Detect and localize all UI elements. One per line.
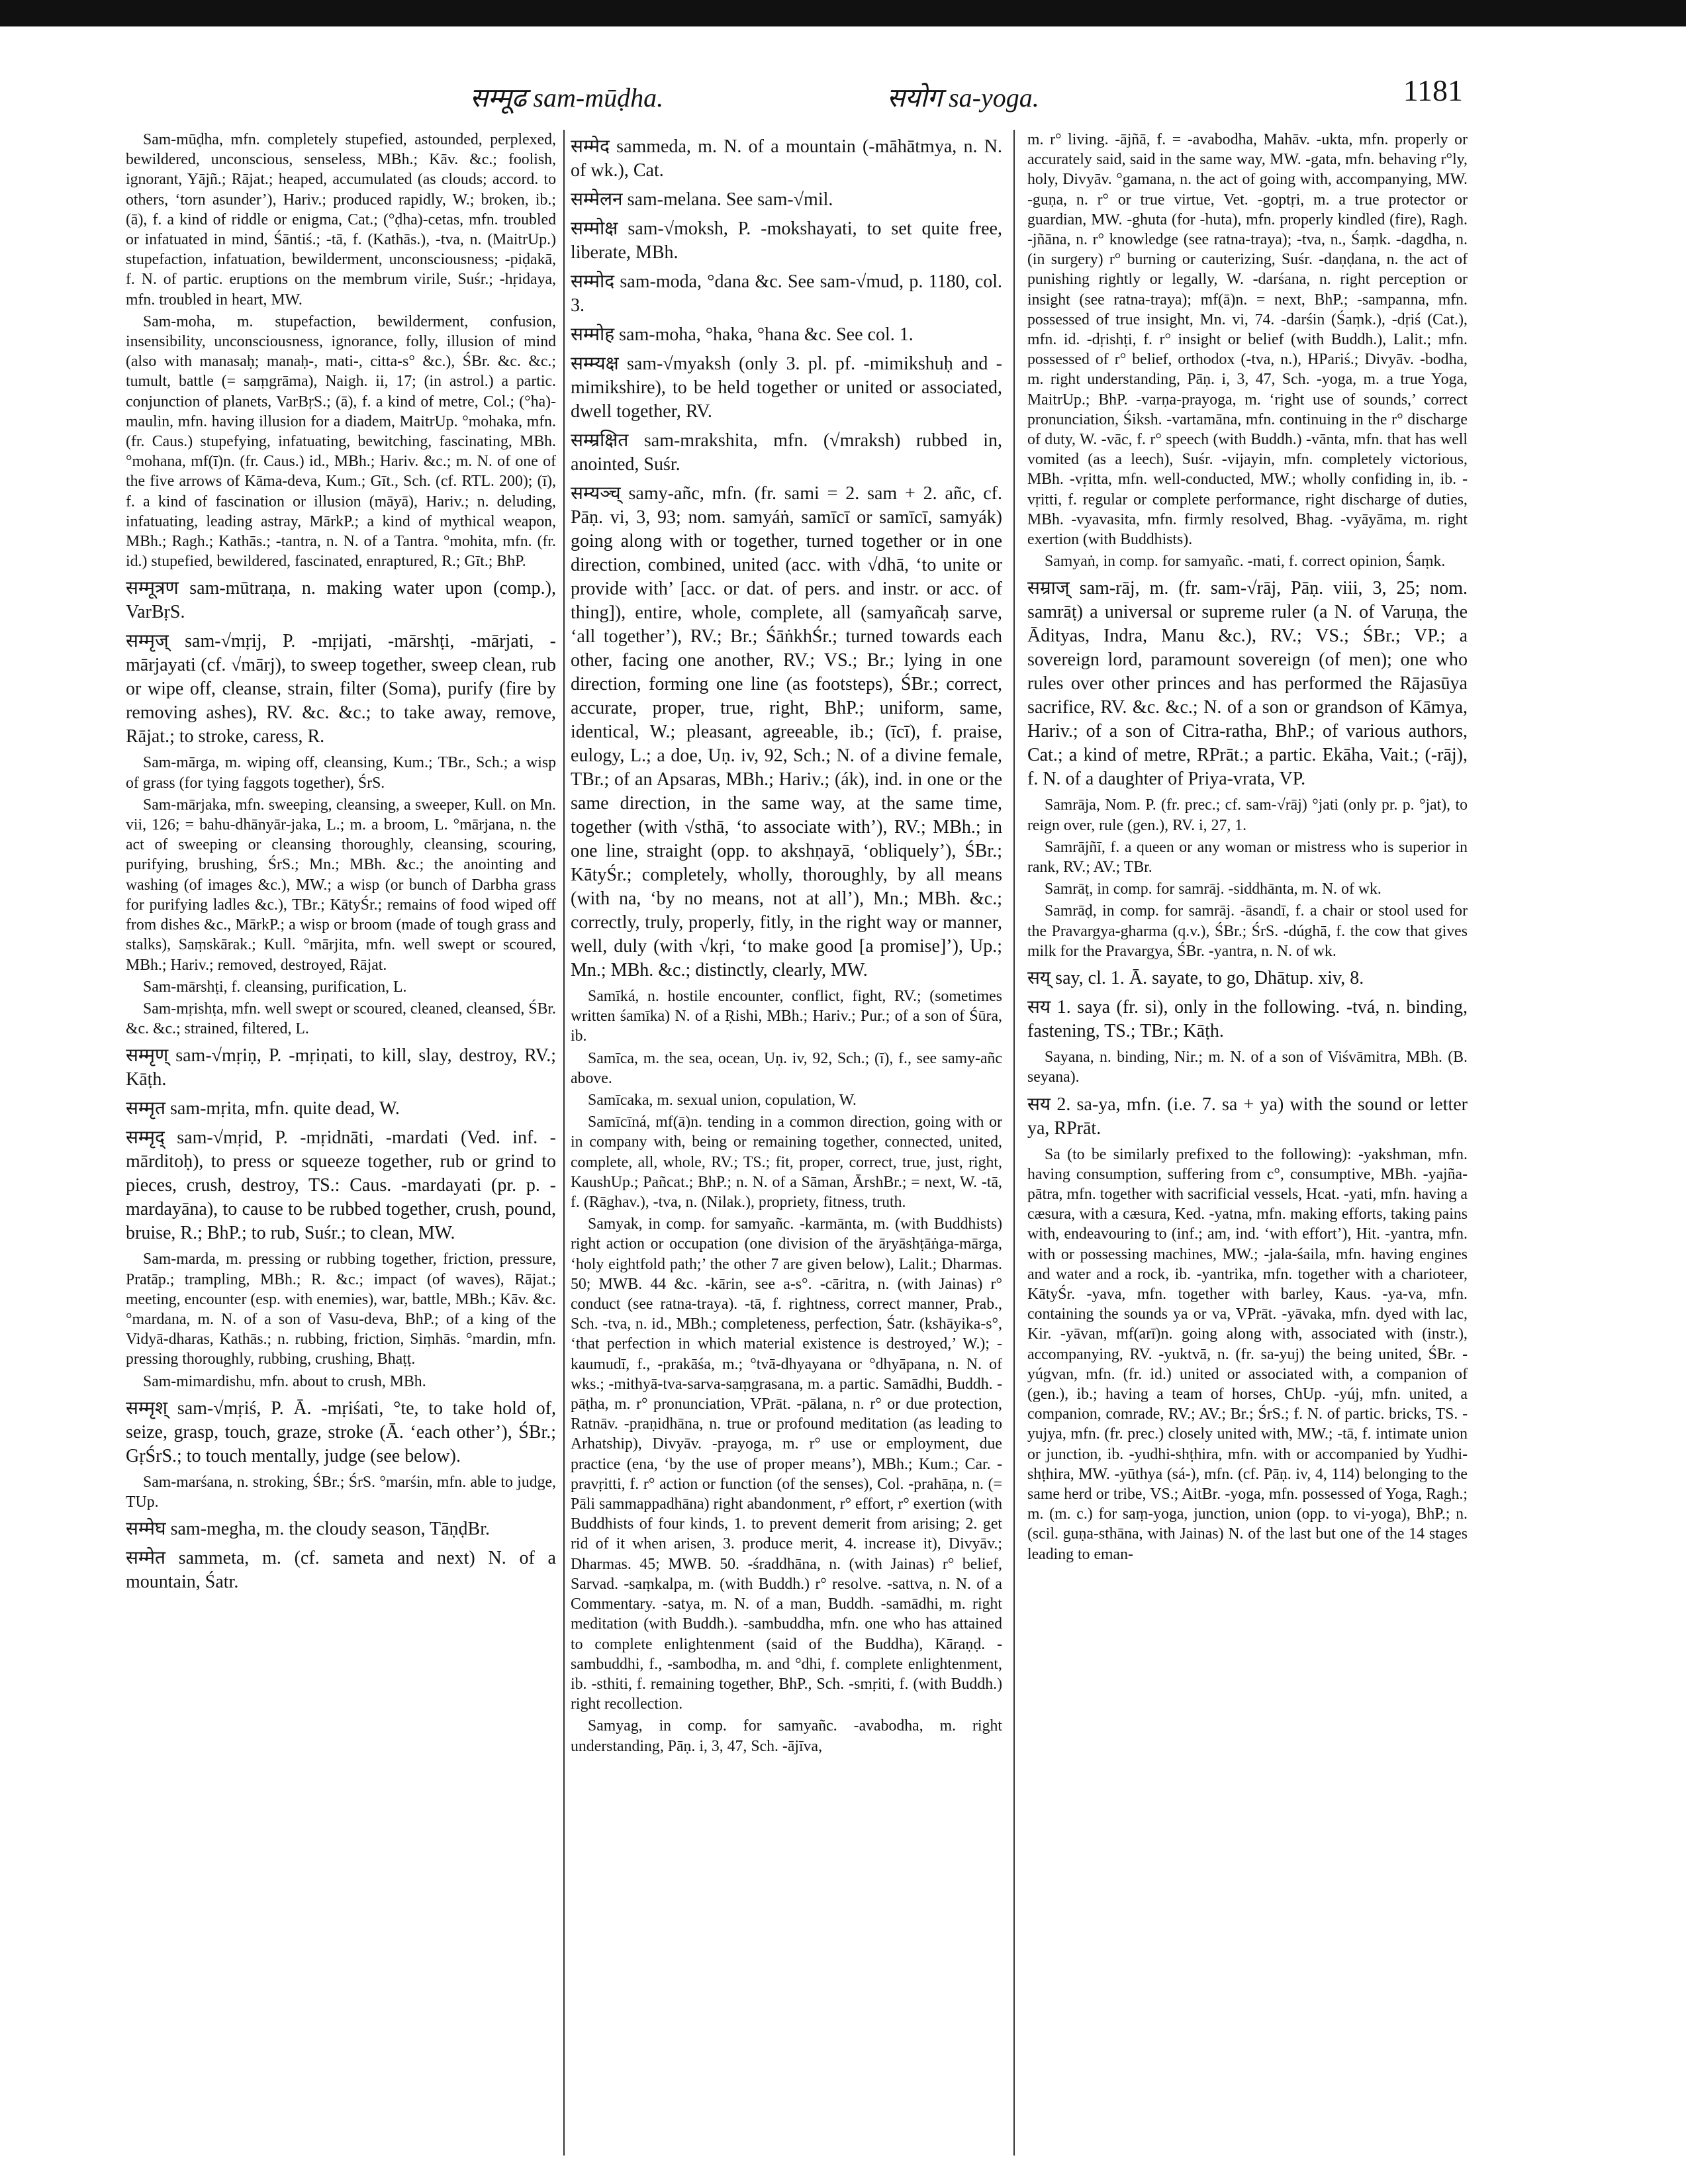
headword-entry: सय 1. saya (fr. si), only in the following. -tvá, n. binding, fastening, TS.; TBr.; Kāṭh. — [1027, 997, 1468, 1042]
headword-entry: सम्मेद sammeda, m. N. of a mountain (-māhātmya, n. N. of wk.), Cat. — [571, 136, 1002, 181]
column-divider — [1013, 130, 1015, 2156]
headword-entry: सम्मोह sam-moha, °haka, °hana &c. See col. 1. — [571, 324, 913, 345]
sub-entry: Samīca, m. the sea, ocean, Uṇ. iv, 92, Sch.; (ī), f., see samy-añc above. — [571, 1049, 1002, 1087]
sub-entry: Sayana, n. binding, Nir.; m. N. of a son of Viśvāmitra, MBh. (B. seyana). — [1027, 1049, 1468, 1086]
sub-entry: Samrāṭ, in comp. for samrāj. -siddhānta, m. N. of wk. — [1045, 880, 1382, 898]
headword-entry: सम्मृद् sam-√mṛid, P. -mṛidnāti, -mardati (Ved. inf. -mārditoḥ), to press or squeeze together, rub or grind to pieces, crush, destroy, TS.: Caus. -mardayati (pr. p. -mardayāna), to cause to be rubbed together, crush, pound, bruise, R.; BhP.; to rub, Suśr.; to clean, MW. — [126, 1127, 556, 1244]
header-right-catchword: सयोग sa-yoga. — [887, 83, 1039, 113]
headword-entry: सम्मेघ sam-megha, m. the cloudy season, TāṇḍBr. — [126, 1519, 490, 1540]
header-left-catchword: सम्मूढ sam-mūḍha. — [470, 83, 664, 113]
headword-entry: सम्मेलन sam-melana. See sam-√mil. — [571, 189, 833, 210]
headword-entry: सम्मृण् sam-√mṛiṇ, P. -mṛiṇati, to kill, slay, destroy, RV.; Kāṭh. — [126, 1045, 556, 1090]
sub-entry: Sam-mṛishṭa, mfn. well swept or scoured, cleaned, cleansed, ŚBr. &c. &c.; strained, filtered, L. — [126, 1000, 556, 1038]
sub-entry: Samīcīná, mf(ā)n. tending in a common direction, going with or in company with, being or remaining together, connected, united, complete, all, whole, RV.; TS.; fit, proper, correct, true, just, right, KaushUp.; Pañcat.; BhP.; n. N. of a Sāman, ĀrshBr.; = next, W. -tā, f. (Rāghav.), -tva, n. (Nilak.), propriety, fitness, truth. — [571, 1114, 1002, 1211]
sub-entry: Sam-mārga, m. wiping off, cleansing, Kum.; TBr., Sch.; a wisp of grass (for tying faggots together), ŚrS. — [126, 754, 556, 792]
sub-entry: Samīcaka, m. sexual union, copulation, W. — [588, 1092, 857, 1110]
sub-entry: Samyag, in comp. for samyañc. -avabodha, m. right understanding, Pāṇ. i, 3, 47, Sch. -ājīva, — [571, 1717, 1002, 1755]
headword-entry: सय 2. sa-ya, mfn. (i.e. 7. sa + ya) with the sound or letter ya, RPrāt. — [1027, 1094, 1468, 1139]
headword-entry: सम्म्यक्ष sam-√myaksh (only 3. pl. pf. -mimikshuḥ and -mimikshire), to be held together or united or associated, dwell together, RV. — [571, 354, 1002, 422]
entry-continuation: m. r° living. -ājñā, f. = -avabodha, Mahāv. -ukta, mfn. properly or accurately said, said in the same way, MW. -gata, mfn. behaving r°ly, holy, Divyāv. °gamana, n. the act of going with, accompanying, MW. -guṇa, n. r° or true virtue, Vet. -goptṛi, m. a true protector or guardian, MW. -ghuta (for -huta), mfn. properly kindled (fire), Ragh. -jñāna, n. r° knowledge (see ratna-traya); -tva, n., Śaṃk. -dagdha, n. (in surgery) r° burning or cauterizing, Suśr. -daṇḍana, n. the act of punishing rightly or legally, W. -darśana, n. right perception or insight (see ratna-traya); mf(ā)n. = next, BhP.; -sampanna, mfn. possessed of true insight, Mn. vi, 74. -darśin (Śaṃk.), -dṛiś (Cat.), mfn. id. -dṛishṭi, f. r° insight or belief (with Buddh.), Lalit.; mfn. possessed of r° belief, orthodox (-tva, n.), HPariś.; Divyāv. -bodha, m. right understanding, Pāṇ. i, 3, 47, Sch. -yoga, m. a true Yoga, MaitrUp.; BhP. -varṇa-prayoga, m. ‘right use of sounds,’ correct pronunciation, Śiksh. -vartamāna, mfn. continuing in the r° discharge of duty, W. -vāc, f. r° speech (with Buddh.) -vānta, mfn. that has well vomited (as a leech), Suśr. -vijayin, mfn. completely victorious, MBh. -vṛitta, mfn. well-conducted, MW.; wholly confiding in, ib. -vṛitti, f. regular or complete performance, right discharge of duties, MBh. -vyavasita, mfn. firmly resolved, Bhag. -vyāyāma, m. right exertion (with Buddhists). — [1027, 131, 1468, 549]
headword-entry: सम्मेत sammeta, m. (cf. sameta and next) N. of a mountain, Śatr. — [126, 1548, 556, 1593]
sub-entry: Sam-moha, m. stupefaction, bewilderment, confusion, insensibility, unconsciousness, ignorance, folly, illusion of mind (also with manasaḥ; manaḥ-, mati-, citta-s° &c.), ŚBr. &c. &c.; tumult, battle (= saṃgrāma), Naigh. ii, 17; (in astrol.) a partic. conjunction of planets, VarBṛS.; (ā), f. a kind of metre, Col.; (°ha)-maulin, mfn. having illusion for a diadem, MaitrUp. °mohaka, mfn. (fr. Caus.) stupefying, infatuating, bewitching, fascinating, MBh. °mohana, mf(ī)n. (fr. Caus.) id., MBh.; Hariv. &c.; m. N. of one of the five arrows of Kāma-deva, Kum.; Gīt., Sch. (cf. RTL. 200); (ī), f. a kind of fascination or illusion (māyā), Hariv.; n. deluding, infatuating, leading astray, MārkP.; a kind of mythical weapon, MBh.; Ragh.; Kathās.; -tantra, n. N. of a Tantra. °mohita, mfn. (fr. id.) stupefied, bewildered, fascinated, enraptured, R.; Gīt.; BhP. — [126, 312, 556, 571]
headword-entry: सम्मूत्रण sam-mūtraṇa, n. making water upon (comp.), VarBṛS. — [126, 578, 556, 623]
page-header — [126, 73, 1463, 118]
sub-entry: Sam-marda, m. pressing or rubbing together, friction, pressure, Pratāp.; trampling, MBh.; R. &c.; impact (of waves), Rājat.; meeting, encounter (esp. with enemies), war, battle, MBh.; Kāv. &c. °mardana, m. N. of a son of Vasu-deva, BhP.; of a king of the Vidyā-dharas, Kathās.; n. rubbing, friction, Siṃhās. °mardin, mfn. pressing thoroughly, rubbing, crushing, Bhaṭṭ. — [126, 1251, 556, 1368]
sub-entry: Sam-mārjaka, mfn. sweeping, cleansing, a sweeper, Kull. on Mn. vii, 126; = bahu-dhānyār-jaka, L.; m. a broom, L. °mārjana, n. the act of sweeping or cleansing thoroughly, cleansing, scouring, purifying, brushing, ŚrS.; Mn.; MBh. &c.; the anointing and washing (of images &c.), MW.; a wisp (or bunch of Darbha grass for purifying ladles &c.), TBr.; KātyŚr.; remains of food wiped off from dishes &c., MārkP.; a wisp or broom (made of tough grass and stalks), Saṃskārak.; Kull. °mārjita, mfn. well swept or scoured, MBh.; Hariv.; removed, destroyed, Rājat. — [126, 796, 556, 974]
headword-entry: सम्मोक्ष sam-√moksh, P. -mokshayati, to set quite free, liberate, MBh. — [571, 218, 1002, 263]
sub-entry: Sam-mūḍha, mfn. completely stupefied, astounded, perplexed, bewildered, unconscious, senseless, MBh.; Kāv. &c.; foolish, ignorant, Yājñ.; Rājat.; heaped, accumulated (as clouds; accord. to others, ‘torn asunder’), Hariv.; produced rapidly, W.; broken, ib.; (ā), f. a kind of riddle or enigma, Cat.; (°ḍha)-cetas, mfn. troubled or infatuated in mind, Śāntiś.; -tā, f. (Kathās.), -tva, n. (MaitrUp.) stupefaction, infatuation, bewilderment, unconsciousness; -piḍakā, f. N. of partic. eruptions on the membrum virile, Suśr.; -hṛidaya, mfn. troubled in heart, MW. — [126, 131, 556, 309]
sub-entry: Samyak, in comp. for samyañc. -karmānta, m. (with Buddhists) right action or occupation (one division of the āryāshṭāṅga-mārga, ‘holy eightfold path;’ the other 7 are given below), Lalit.; Dharmas. 50; MWB. 44 &c. -kārin, see a-s°. -cāritra, n. (with Jainas) r° conduct (see ratna-traya). -tā, f. rightness, correct manner, Prab., Sch. -tva, n. id., MBh.; completeness, perfection, Śatr. (kshāyika-s°, ‘that perfection in which material existence is destroyed,’ W.); -kaumudī, f., -prakāśa, m.; °tvā-dhyayana or °dhyāpana, n. N. of wks.; -mithyā-tva-sarva-saṃgrasana, m. a partic. Samādhi, Buddh. -pāṭha, m. r° pronunciation, VPrāt. -pālana, n. r° or due protection, Ratnāv. -praṇidhāna, n. true or profound meditation (as leading to Arhatship), Divyāv. -prayoga, m. r° use or employment, due practice (ena, ‘by the use of proper means’), MBh.; Kum.; Car. -pravṛitti, f. r° action or function (of the senses), Col. -prahāṇa, n. (= Pāli sammappadhāna) right abandonment, r° effort, r° exertion (with Buddhists of four kinds, 1. to prevent demerit from arising; 2. get rid of it when arisen, 3. produce merit, 4. increase it), Divyāv.; Dharmas. 45; MWB. 50. -śraddhāna, n. (with Jainas) r° belief, Sarvad. -saṃkalpa, m. (with Buddh.) r° resolve. -sattva, n. N. of a Commentary. -satya, m. N. of a man, Buddh. -samādhi, m. right meditation (with Buddh.). -sambuddha, mfn. one who has attained to complete enlightenment (said of the Buddha), Kāraṇḍ. -sambuddhi, f., -sambodha, m. and °dhi, f. complete enlightenment, ib. -sthiti, f. remaining together, BhP., Sch. -smṛiti, f. (with Buddh.) right recollection. — [571, 1215, 1002, 1713]
sub-entry: Samyaṅ, in comp. for samyañc. -mati, f. correct opinion, Śaṃk. — [1045, 553, 1446, 571]
sub-entry: Samrāja, Nom. P. (fr. prec.; cf. sam-√rāj) °jati (only pr. p. °jat), to reign over, rule (gen.), RV. i, 27, 1. — [1027, 796, 1468, 834]
headword-entry: सय् say, cl. 1. Ā. sayate, to go, Dhātup. xiv, 8. — [1027, 968, 1364, 989]
headword-entry: सम्मोद sam-moda, °dana &c. See sam-√mud, p. 1180, col. 3. — [571, 271, 1002, 316]
column-1 — [126, 130, 556, 2156]
headword-entry: सम्मृत sam-mṛita, mfn. quite dead, W. — [126, 1098, 400, 1119]
page-number: 1181 — [1403, 73, 1463, 107]
sub-entry: Sam-mārshṭi, f. cleansing, purification, L. — [143, 978, 407, 996]
headword-entry: सम्यञ्च् samy-añc, mfn. (fr. sami = 2. sam + 2. añc, cf. Pāṇ. vi, 3, 93; nom. samyáṅ, samīcī or samīcī, samyák) going along with or together, turned together or in one direction, combined, united (acc. with √dhā, ‘to unite or provide with’ [acc. or dat. of pers. and instr. or acc. of thing]), entire, whole, complete, all (samyañcaḥ sarve, ‘all together’), RV.; Br.; ŚāṅkhŚr.; turned towards each other, facing one another, RV.; VS.; Br.; lying in one direction, forming one line (as footsteps), ŚBr.; correct, accurate, proper, true, right, BhP.; uniform, same, identical, W.; pleasant, agreeable, ib.; (īcī), f. praise, eulogy, L.; a doe, Uṇ. iv, 92, Sch.; N. of a divine female, TBr.; of an Apsaras, MBh.; Hariv.; (ák), ind. in one or the same direction, in the same way, at the same time, together (with √sthā, ‘to associate with’), RV.; MBh.; in one line, straight (opp. to akshṇayā, ‘obliquely’), ŚBr.; KātyŚr.; completely, wholly, thoroughly, by all means (with na, ‘by no means, not at all’), Mn.; MBh. &c.; correctly, truly, properly, fitly, in the right way or manner, well, duly (with √kṛi, ‘to make good [a promise]’), Up.; Mn.; MBh. &c.; distinctly, clearly, MW. — [571, 483, 1002, 980]
sub-entry: Samīká, n. hostile encounter, conflict, fight, RV.; (sometimes written śamīka) N. of a Ṛishi, MBh.; Hariv.; Pur.; of a son of Śūra, ib. — [571, 988, 1002, 1045]
sub-entry: Sam-marśana, n. stroking, ŚBr.; ŚrS. °marśin, mfn. able to judge, TUp. — [126, 1473, 556, 1511]
headword-entry: सम्मृज् sam-√mṛij, P. -mṛijati, -mārshṭi, -mārjati, -mārjayati (cf. √mārj), to sweep together, sweep clean, rub or wipe off, cleanse, strain, filter (Soma), purify (fire by removing ashes), RV. &c. &c.; to take away, remove, Rājat.; to stroke, caress, R. — [126, 631, 556, 747]
column-2 — [571, 130, 1002, 2156]
column-3 — [1027, 130, 1468, 2156]
sub-entry: Samrāḍ, in comp. for samrāj. -āsandī, f. a chair or stool used for the Pravargya-gharma (q.v.), ŚBr.; ŚrS. -dúghā, f. the cow that gives milk for the Pravargya, ŚBr. -yantra, n. N. of wk. — [1027, 902, 1468, 960]
headword-entry: सम्मृश् sam-√mṛiś, P. Ā. -mṛiśati, °te, to take hold of, seize, grasp, touch, graze, stroke (Ā. ‘each other’), ŚBr.; GṛŚrS.; to touch mentally, judge (see below). — [126, 1398, 556, 1466]
sub-entry: Samrājñī, f. a queen or any woman or mistress who is superior in rank, RV.; AV.; TBr. — [1027, 838, 1468, 877]
headword-entry: सम्राज् sam-rāj, m. (fr. sam-√rāj, Pāṇ. viii, 3, 25; nom. samrāṭ) a universal or supreme ruler (a N. of Varuṇa, the Ādityas, Indra, Manu &c.), RV.; VS.; ŚBr.; VP.; a sovereign lord, paramount sovereign (of men); one who rules over other princes and has performed the Rājasūya sacrifice, RV. &c. &c.; N. of a son or grandson of Kāmya, Hariv.; of a son of Citra-ratha, BhP.; of various authors, Cat.; a kind of metre, RPrāt.; a partic. Ekāha, Vait.; (-rāj), f. N. of a daughter of Priya-vrata, VP. — [1027, 578, 1468, 790]
headword-entry: सम्म्रक्षित sam-mrakshita, mfn. (√mraksh) rubbed in, anointed, Suśr. — [571, 430, 1002, 475]
column-divider — [563, 130, 565, 2156]
sub-entry: Sam-mimardishu, mfn. about to crush, MBh. — [143, 1372, 426, 1390]
sub-entry: Sa (to be similarly prefixed to the following): -yakshman, mfn. having consumption, suffering from c°, consumptive, MBh. -yajña-pātra, mfn. together with sacrificial vessels, Hcat. -yati, mfn. having a cæsura, with a cæsura, Ked. -yatna, mfn. making efforts, taking pains with, endeavouring to (inf.; am, ind. ‘with effort’), Hit. -yantra, mfn. with or possessing machines, MW.; -jala-śaila, mfn. having engines and water and a rock, ib. -yantrika, mfn. together with a charioteer, KātyŚr. -yava, mfn. together with barley, Kaus. -ya-va, mfn. containing the sounds ya or va, VPrāt. -yāvaka, mfn. dyed with lac, Kir. -yāvan, mf(arī)n. going along with, associated with (instr.), accompanying, RV. -yuktvā, n. (fr. sa-yuj) the being united, ŚBr. -yúgvan, mfn. (fr. id.) united or associated with, a companion of (gen.), ib.; having a team of horses, ChUp. -yúj, mfn. united, a companion, comrade, RV.; AV.; Br.; ŚrS.; f. N. of partic. bricks, TS. -yujya, mfn. (fr. prec.) closely united with, MW.; -tā, f. intimate union or junction, ib. -yudhi-shṭhira, mfn. with or accompanied by Yudhi-shṭhira, MW. -yūthya (sá-), mfn. (cf. Pāṇ. iv, 4, 114) belonging to the same herd or tribe, VS.; AitBr. -yoga, mfn. possessed of Yoga, Ragh.; m. (m. c.) for saṃ-yoga, junction, union (opp. to vi-yoga), BhP.; n. (scil. guṇa-sthāna, with Jainas) N. of the last but one of the 14 stages leading to eman- — [1027, 1145, 1468, 1563]
